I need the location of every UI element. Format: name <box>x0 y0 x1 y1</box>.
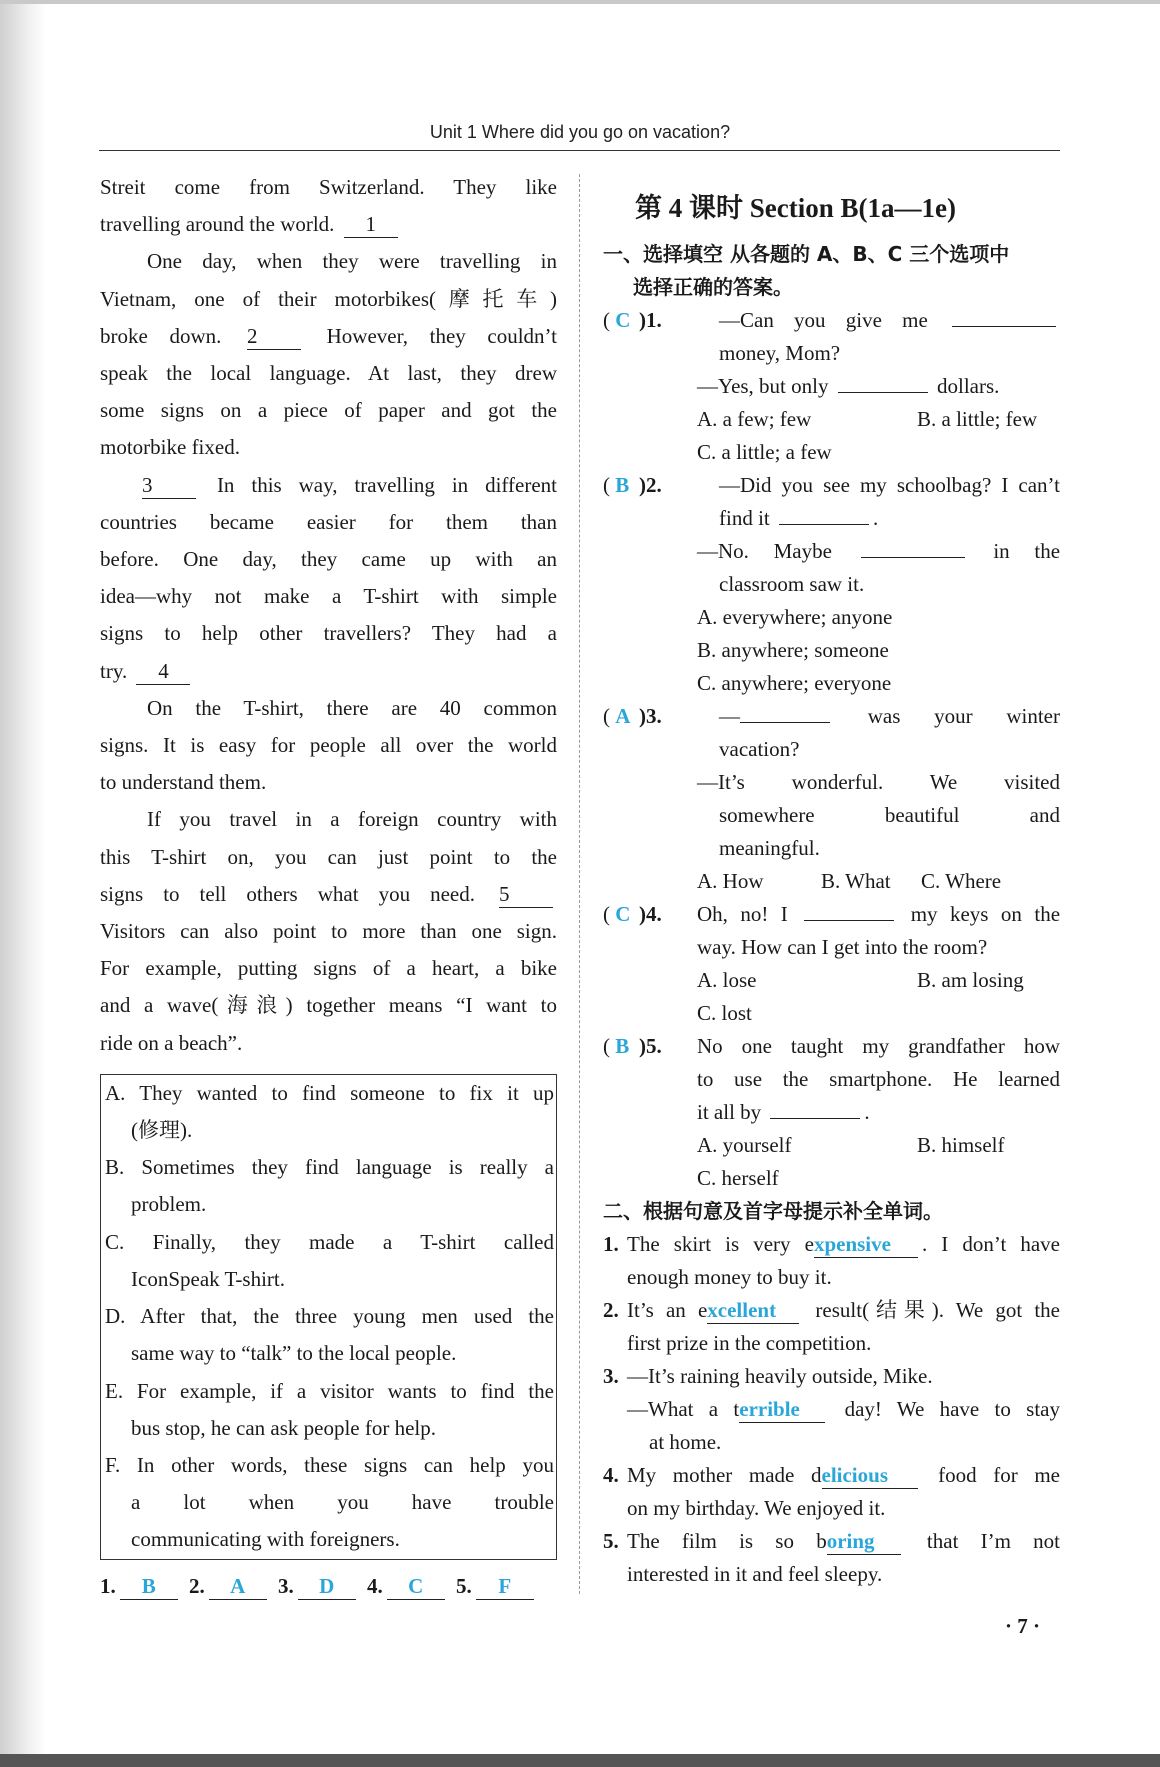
question-blank <box>952 326 1056 327</box>
option-line: communicating with foreigners. <box>131 1527 400 1552</box>
section-1-heading: 一、选择填空 从各题的 A、B、C 三个选项中 选择正确的答案。 <box>603 242 1010 299</box>
option-a: A. How <box>697 869 764 893</box>
question-answer: B <box>615 1034 630 1058</box>
lesson-title: 第 4 课时 Section B(1a—1e) <box>635 193 956 223</box>
fill-item-5: 5. The film is so boring that I’m not interested in it and feel sleepy. <box>603 1529 1060 1586</box>
header-rule <box>99 150 1060 151</box>
fill-answer: xcellent <box>707 1297 799 1324</box>
answer-blank: F <box>476 1573 534 1600</box>
viewer-bottom-bar <box>0 1754 1160 1767</box>
option-a: A. yourself <box>697 1133 792 1157</box>
option-b: B. am losing <box>917 968 1024 992</box>
passage-line: One day, when they were travelling in <box>147 249 557 274</box>
fill-answer: oring <box>827 1528 901 1555</box>
question-answer: A <box>615 704 631 728</box>
option-line: (修理). <box>131 1118 193 1143</box>
question-answer: B <box>615 473 630 497</box>
passage-line: motorbike fixed. <box>100 435 240 460</box>
passage-line: and a wave(海浪) together means “I want to <box>100 993 557 1018</box>
fill-item-3: 3. —It’s raining heavily outside, Mike. —What a terrible day! We have to stay at home. <box>603 1364 1060 1454</box>
passage-blank-1: 1 <box>344 211 398 238</box>
passage-line: some signs on a piece of paper and got the <box>100 398 557 423</box>
option-line: B. Sometimes they find language is really a <box>105 1155 554 1180</box>
passage-blank-3: 3 <box>142 472 196 499</box>
passage-line: On the T-shirt, there are 40 common <box>147 695 557 720</box>
question-blank <box>861 557 965 558</box>
answer-blank: D <box>298 1573 356 1600</box>
question-blank <box>804 920 894 921</box>
option-b: B. himself <box>917 1133 1005 1157</box>
option-line: C. Finally, they made a T-shirt called <box>105 1229 554 1254</box>
option-b: B. a little; few <box>917 407 1038 431</box>
option-b: B. anywhere; someone <box>697 638 889 662</box>
option-line: E. For example, if a visitor wants to find the <box>105 1378 554 1403</box>
passage-line: to understand them. <box>100 770 267 795</box>
question-3: ( A )3. — was your winter <box>603 704 1060 728</box>
answer-blank: C <box>387 1573 445 1600</box>
option-line: problem. <box>131 1192 207 1217</box>
option-a: A. a few; few <box>697 407 812 431</box>
answer-blank: B <box>120 1573 178 1600</box>
passage-line: try. 4 <box>100 653 557 690</box>
question-answer: C <box>615 308 631 332</box>
passage-line: countries became easier for them than <box>100 509 557 534</box>
document-page <box>0 4 1160 1754</box>
question-2: ( B )2. —Did you see my schoolbag? I can’t <box>603 473 1060 497</box>
passage-line: before. One day, they came up with an <box>100 547 557 572</box>
passage-line: broke down. 2 However, they couldn’t <box>100 323 557 348</box>
question-blank <box>838 392 928 393</box>
passage-line: travelling around the world. 1 <box>100 206 557 243</box>
passage-blank-5: 5 <box>499 881 553 908</box>
answer-blank: A <box>209 1573 267 1600</box>
passage-line: 3 In this way, travelling in different <box>142 472 557 497</box>
passage-blank-4: 4 <box>136 658 190 685</box>
option-line: bus stop, he can ask people for help. <box>131 1415 437 1440</box>
fill-answer: elicious <box>822 1462 918 1489</box>
option-line: A. They wanted to find someone to fix it up <box>105 1080 554 1105</box>
page-number: · 7 · <box>1005 1614 1041 1638</box>
option-line: D. After that, the three young men used the <box>105 1304 554 1329</box>
option-c: C. herself <box>697 1166 779 1190</box>
question-answer: C <box>615 902 631 926</box>
passage-blank-2: 2 <box>247 323 301 350</box>
option-line: same way to “talk” to the local people. <box>131 1341 457 1366</box>
passage-line: ride on a beach”. <box>100 1030 243 1055</box>
option-b: B. What <box>821 869 891 893</box>
passage-line: Visitors can also point to more than one sign. <box>100 919 557 944</box>
fill-item-1: 1. The skirt is very expensive . I don’t have enough money to buy it. <box>603 1232 1060 1289</box>
passage-line: Vietnam, one of their motorbikes(摩托车) <box>100 286 557 311</box>
question-blank <box>779 524 869 525</box>
fill-answer: errible <box>739 1396 825 1423</box>
option-c: C. Where <box>921 869 1002 893</box>
question-4: ( C )4. Oh, no! I my keys on the <box>603 902 1061 926</box>
passage-answer-row: 1. B 2. A 3. D 4. C 5. F <box>100 1568 557 1605</box>
question-blank <box>770 1118 860 1119</box>
running-header: Unit 1 Where did you go on vacation? <box>429 122 731 142</box>
sentence-options-box <box>100 1074 557 1560</box>
option-line: IconSpeak T-shirt. <box>131 1266 285 1291</box>
passage-line: If you travel in a foreign country with <box>147 807 557 832</box>
column-divider <box>579 174 580 1594</box>
passage-line: speak the local language. At last, they drew <box>100 361 557 386</box>
right-column: 第 4 课时 Section B(1a—1e) 一、选择填空 从各题的 A、B、C 三个选项中 选择正确的答案。 ( C )1. —Can you give me money, Mom? —Yes, but only dollars. A. a few; few B. a little; few C. a little; a few ( B )2. —Did you see my schoolbag? I can’t find it . —No. Maybe in the classroom saw it. A. everywhere; anyone B. anywhere; someone C. anywhere; everyone ( A )3. — was your winter vacation? —It’s wonderful. We visited somewhere beautiful and meaningful. A. How B. What C. Where ( C )4. Oh, no! I my keys on the way. How can I get into the room? A. lose B. am losing C. lost ( B )5. No one taught my grandfather how to use the smartphone. He learned it all by . A. yourself B. himself C. herself 二、根据句意及首字母提示补全单词。 1. The skirt is very expensive . I don’t have enough money to buy it. 2. It’s an excellent result(结果). We got the first prize in the competition. 3. —It’s raining heavily outside, Mike. —What a terrible day! We have to stay at home. 4. My mother made delicious food for me on my birthday. We enjoyed it. 5. The film is so boring that I’m not interested in it and feel sleepy. <box>603 186 1060 1591</box>
option-line: F. In other words, these signs can help you <box>105 1452 554 1477</box>
fill-answer: xpensive <box>814 1231 918 1258</box>
option-a: A. lose <box>697 968 757 992</box>
passage-line: signs to tell others what you need. 5 <box>100 876 557 913</box>
option-c: C. lost <box>697 1001 752 1025</box>
section-2-heading: 二、根据句意及首字母提示补全单词。 <box>603 1199 943 1223</box>
passage-line: signs to help other travellers? They had a <box>100 621 557 646</box>
question-5: ( B )5. No one taught my grandfather how <box>603 1034 1060 1058</box>
passage-line: this T-shirt on, you can just point to the <box>100 844 557 869</box>
passage-line: signs. It is easy for people all over the world <box>100 733 557 758</box>
option-a: A. everywhere; anyone <box>697 605 893 629</box>
page-edge-shadow <box>0 4 46 1754</box>
option-c: C. a little; a few <box>697 440 832 464</box>
passage-line: idea—why not make a T-shirt with simple <box>100 584 557 609</box>
left-column <box>100 169 557 1605</box>
passage-line: Streit come from Switzerland. They like <box>100 175 557 199</box>
fill-item-2: 2. It’s an excellent result(结果). We got the first prize in the competition. <box>603 1298 1060 1355</box>
question-1: ( C )1. —Can you give me <box>603 304 1060 337</box>
fill-item-4: 4. My mother made delicious food for me on my birthday. We enjoyed it. <box>603 1463 1060 1520</box>
question-blank <box>740 722 830 723</box>
option-line: a lot when you have trouble <box>131 1490 554 1515</box>
option-c: C. anywhere; everyone <box>697 671 892 695</box>
passage-line: For example, putting signs of a heart, a bike <box>100 956 557 981</box>
